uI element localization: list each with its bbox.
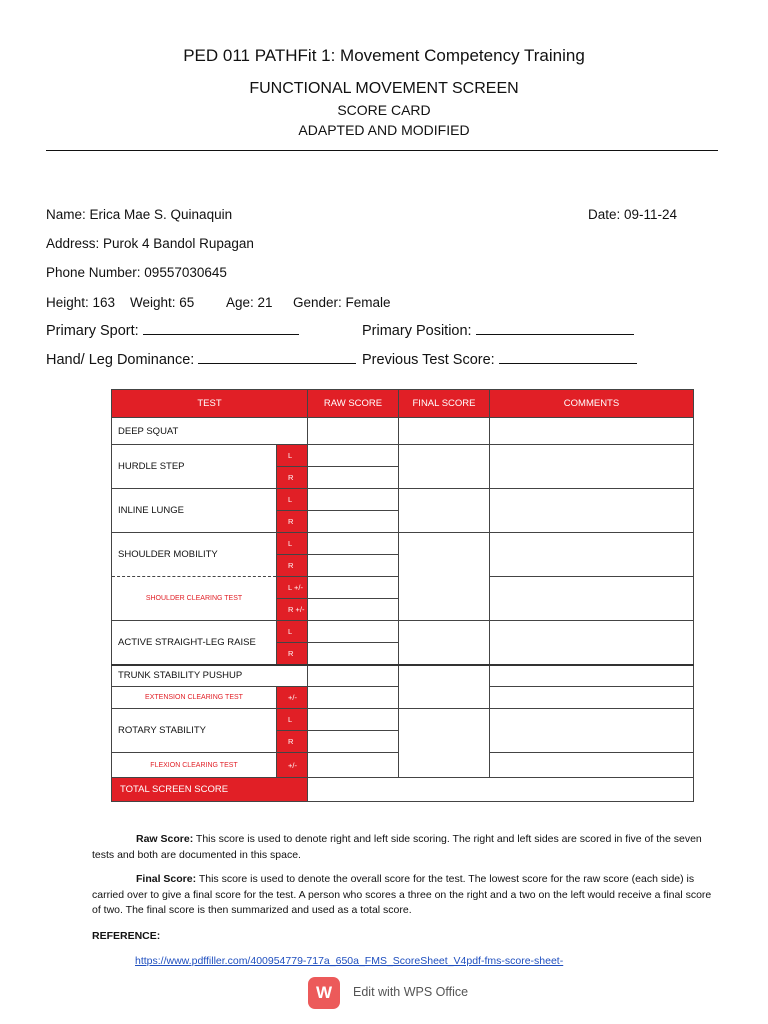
side-left: L — [277, 709, 308, 731]
raw-score-cell[interactable] — [308, 533, 399, 555]
side-pm: +/- — [277, 687, 308, 709]
wps-logo-icon: W — [308, 977, 340, 1009]
table-row — [112, 445, 694, 467]
table-row — [112, 418, 694, 445]
name-field: Name: Erica Mae S. Quinaquin — [46, 207, 233, 222]
shoulder-clearing-test: SHOULDER CLEARING TEST — [112, 577, 277, 621]
final-score-cell[interactable] — [399, 621, 490, 665]
course-title: PED 011 PATHFit 1: Movement Competency Training — [183, 46, 585, 65]
raw-score-cell[interactable] — [308, 511, 399, 533]
header-test: TEST — [112, 390, 308, 418]
header-raw-score: RAW SCORE — [308, 390, 399, 418]
raw-score-cell[interactable] — [308, 489, 399, 511]
comments-cell[interactable] — [490, 533, 694, 577]
final-score-cell[interactable] — [399, 665, 490, 709]
side-left: L — [277, 621, 308, 643]
reference-heading — [92, 929, 722, 945]
date-field: Date: 09-11-24 — [588, 207, 678, 222]
weight-field: Weight: 65 — [130, 295, 195, 310]
raw-score-cell[interactable] — [308, 643, 399, 665]
address-field: Address: Purok 4 Bandol Rupagan — [46, 236, 254, 251]
comments-cell[interactable] — [490, 665, 694, 687]
side-right: R — [277, 643, 308, 665]
side-pm: +/- — [277, 753, 308, 778]
side-right-pm: R +/- — [277, 599, 308, 621]
raw-score-cell[interactable] — [308, 731, 399, 753]
test-trunk-stability-pushup: TRUNK STABILITY PUSHUP — [112, 665, 308, 687]
reference-label: REFERENCE: — [92, 930, 161, 942]
final-score-text: This score is used to denote the overall score for the test. The lowest score for the raw score (each side) is carried over to give a final score for the test. A person who scores a three on the right and a two on the left would receive a final score of two. The final score is then summarized and used as a total score. — [92, 873, 712, 916]
primary-position-row — [362, 323, 634, 339]
final-score-cell[interactable] — [399, 533, 490, 621]
wps-edit-label[interactable]: Edit with WPS Office — [353, 985, 469, 999]
form-subtitle-2: ADAPTED AND MODIFIED — [298, 122, 470, 138]
header-comments: COMMENTS — [490, 390, 694, 418]
phone-field: Phone Number: 09557030645 — [46, 265, 227, 280]
raw-score-cell[interactable] — [308, 555, 399, 577]
raw-score-cell[interactable] — [308, 621, 399, 643]
raw-score-note — [92, 832, 722, 863]
primary-position-label: Primary Position: — [362, 323, 472, 339]
test-hurdle-step: HURDLE STEP — [112, 445, 277, 489]
form-subtitle: SCORE CARD — [337, 102, 431, 118]
test-active-straight-leg-raise: ACTIVE STRAIGHT-LEG RAISE — [112, 621, 277, 665]
total-screen-score-label: TOTAL SCREEN SCORE — [112, 778, 308, 802]
table-header-row — [112, 390, 694, 418]
comments-cell[interactable] — [490, 687, 694, 709]
raw-score-cell[interactable] — [308, 709, 399, 731]
table-row — [112, 665, 694, 687]
total-row — [112, 778, 694, 802]
comments-cell[interactable] — [490, 489, 694, 533]
previous-score-blank[interactable] — [499, 362, 637, 364]
raw-score-text: This score is used to denote right and left side scoring. The right and left sides are scored in five of the seven tests and both are documented in this space. — [92, 833, 702, 861]
side-right: R — [277, 467, 308, 489]
side-left: L — [277, 445, 308, 467]
raw-score-cell[interactable] — [308, 577, 399, 599]
final-score-cell[interactable] — [399, 418, 490, 445]
raw-score-cell[interactable] — [308, 753, 399, 778]
final-score-cell[interactable] — [399, 489, 490, 533]
side-right: R — [277, 555, 308, 577]
previous-score-row — [362, 352, 637, 368]
table-row — [112, 709, 694, 731]
gender-field: Gender: Female — [293, 295, 391, 310]
age-field: Age: 21 — [226, 295, 273, 310]
side-right: R — [277, 511, 308, 533]
comments-cell[interactable] — [490, 621, 694, 665]
test-rotary-stability: ROTARY STABILITY — [112, 709, 277, 753]
test-deep-squat: DEEP SQUAT — [112, 418, 308, 445]
side-left: L — [277, 533, 308, 555]
raw-score-cell[interactable] — [308, 599, 399, 621]
table-row — [112, 621, 694, 643]
extension-clearing-test: EXTENSION CLEARING TEST — [112, 687, 277, 709]
final-score-cell[interactable] — [399, 445, 490, 489]
score-table — [111, 389, 694, 802]
final-score-note — [92, 872, 722, 919]
dominance-row — [46, 352, 356, 368]
raw-score-cell[interactable] — [308, 418, 399, 445]
primary-sport-label: Primary Sport: — [46, 323, 139, 339]
header-divider — [46, 150, 718, 151]
primary-position-blank[interactable] — [476, 333, 634, 335]
raw-score-cell[interactable] — [308, 445, 399, 467]
comments-cell[interactable] — [490, 445, 694, 489]
test-shoulder-mobility: SHOULDER MOBILITY — [112, 533, 277, 577]
side-left-pm: L +/- — [277, 577, 308, 599]
comments-cell[interactable] — [490, 753, 694, 778]
table-row — [112, 489, 694, 511]
primary-sport-blank[interactable] — [143, 333, 299, 335]
test-inline-lunge: INLINE LUNGE — [112, 489, 277, 533]
raw-score-cell[interactable] — [308, 665, 399, 687]
side-right: R — [277, 731, 308, 753]
total-score-cell[interactable] — [308, 778, 694, 802]
header-final-score: FINAL SCORE — [399, 390, 490, 418]
comments-cell[interactable] — [490, 577, 694, 621]
flexion-clearing-test: FLEXION CLEARING TEST — [112, 753, 277, 778]
final-score-cell[interactable] — [399, 709, 490, 778]
dominance-blank[interactable] — [198, 362, 356, 364]
final-score-label: Final Score: — [136, 873, 197, 885]
comments-cell[interactable] — [490, 418, 694, 445]
raw-score-cell[interactable] — [308, 687, 399, 709]
height-field: Height: 163 — [46, 295, 116, 310]
raw-score-label: Raw Score: — [136, 833, 194, 845]
raw-score-cell[interactable] — [308, 467, 399, 489]
primary-sport-row — [46, 323, 299, 339]
previous-score-label: Previous Test Score: — [362, 352, 495, 368]
table-row — [112, 533, 694, 555]
side-left: L — [277, 489, 308, 511]
comments-cell[interactable] — [490, 709, 694, 753]
reference-link[interactable]: https://www.pdffiller.com/400954779-717a_650a_FMS_ScoreSheet_V4pdf-fms-score-sheet- — [135, 955, 564, 967]
dominance-label: Hand/ Leg Dominance: — [46, 352, 195, 368]
form-title: FUNCTIONAL MOVEMENT SCREEN — [249, 80, 519, 97]
